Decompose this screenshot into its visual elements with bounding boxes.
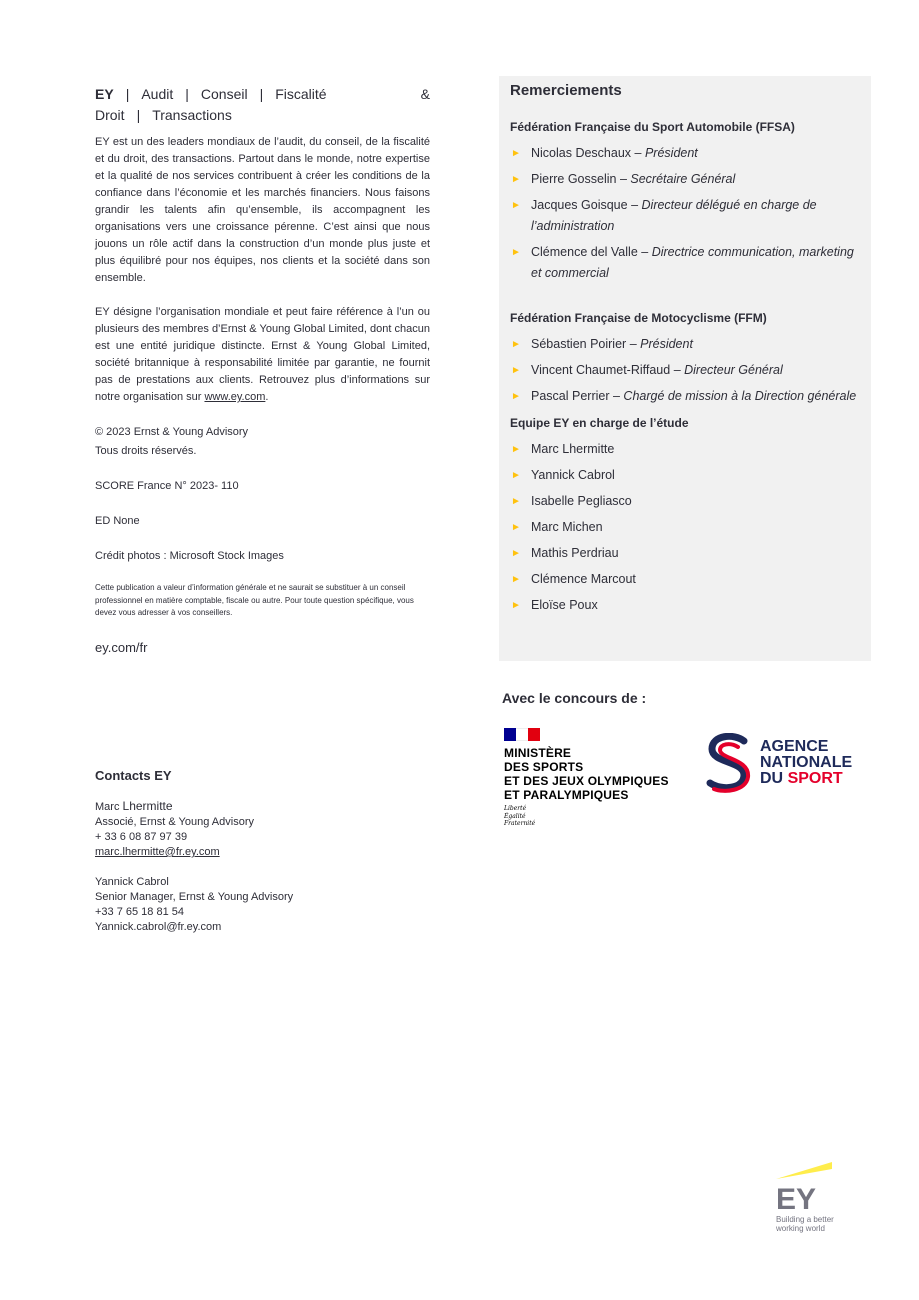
header-ey: EY [95, 86, 114, 102]
contacts-title: Contacts EY [95, 768, 172, 783]
bullet-arrow-icon: ► [511, 444, 521, 455]
bullet-arrow-icon: ► [511, 470, 521, 481]
ey-site[interactable]: ey.com/fr [95, 639, 148, 655]
bullet-arrow-icon: ► [511, 496, 521, 507]
contact-role: Associé, Ernst & Young Advisory [95, 816, 254, 828]
list-item: ► Sébastien Poirier – Président [510, 334, 860, 355]
ministere-logo [504, 728, 684, 828]
list-item: ► Clémence del Valle – Directrice communication, marketing et commercial [510, 242, 860, 284]
header-audit: Audit [141, 86, 174, 102]
bullet-arrow-icon: ► [511, 365, 521, 376]
ans-name: AGENCE NATIONALE DU SPORT [760, 738, 853, 787]
acknowledgements-title: Remerciements [510, 82, 622, 99]
about-ey-column [95, 84, 430, 655]
ey-website-link[interactable]: www.ey.com [204, 391, 266, 403]
list-item: ► Jacques Goisque – Directeur délégué en charge de l’administration [510, 195, 860, 237]
contact-card [95, 875, 415, 935]
organisation-paragraph: EY désigne l’organisation mondiale et peut faire référence à l’un ou plusieurs des membres d’Ernst & Young Global Limited, dont chacun est une entité juridique distincte. Ernst & Young Global Limited, société britannique à responsabilité limitée par garantie, ne fournit pas de prestations aux clients. Retrouvez plus d’informations sur notre organisation sur www.ey.com. [95, 306, 430, 403]
contact-card [95, 799, 415, 860]
list-item: ► Pascal Perrier – Chargé de mission à la Direction générale [510, 386, 860, 407]
bullet-arrow-icon: ► [511, 391, 521, 402]
ey-team-list [510, 439, 860, 616]
bullet-arrow-icon: ► [511, 339, 521, 350]
list-item: ► Pierre Gosselin – Secrétaire Général [510, 169, 860, 190]
list-item: ► Eloïse Poux [510, 595, 860, 616]
about-paragraph: EY est un des leaders mondiaux de l’audit, du conseil, de la fiscalité et du droit, des transactions. Partout dans le monde, notre expertise et la qualité de nos services contribuent à créer les conditions de la confiance dans l’économie et les marchés financiers. Nous faisons grandir les talents afin qu’ensemble, ils accompagnent les organisations vers une croissance pérenne. C’est ainsi que nous jouons un rôle actif dans la construction d’un monde plus juste et plus équilibré pour nos équipes, nos clients et la société dans son ensemble. [95, 136, 430, 284]
ffm-title: Fédération Française de Motocyclisme (FFM) [510, 311, 767, 325]
contact-first-name: Marc [95, 801, 120, 813]
ey-tagline: Building a better working world [776, 1215, 834, 1233]
bullet-arrow-icon: ► [511, 574, 521, 585]
ans-s-mark-icon [704, 733, 752, 793]
list-item: ► Yannick Cabrol [510, 465, 860, 486]
contact-last-name: Lhermitte [122, 799, 173, 813]
contact-email: Yannick.cabrol@fr.ey.com [95, 921, 222, 933]
bullet-arrow-icon: ► [511, 174, 521, 185]
list-item: ► Mathis Perdriau [510, 543, 860, 564]
ffm-list [510, 334, 860, 407]
bullet-arrow-icon: ► [511, 548, 521, 559]
contact-email-link[interactable]: marc.lhermitte@fr.ey.com [95, 846, 220, 858]
ffsa-title: Fédération Française du Sport Automobile (FFSA) [510, 120, 795, 134]
list-item: ► Marc Michen [510, 517, 860, 538]
disclaimer: Cette publication a valeur d’information générale et ne saurait se substituer à un conseil professionnel en matière comptable, fiscale ou autre. Pour toute question spécifique, vous devez vous adresser à vos conseillers. [95, 583, 414, 617]
photo-credit: Crédit photos : Microsoft Stock Images [95, 550, 284, 562]
score-number: SCORE France N° 2023- 110 [95, 480, 239, 492]
header-conseil: Conseil [200, 86, 248, 102]
contact-name: Yannick Cabrol [95, 876, 169, 888]
ed-number: ED None [95, 515, 140, 527]
ministere-name: MINISTÈRE DES SPORTS ET DES JEUX OLYMPIQUES ET PARALYMPIQUES [504, 746, 669, 802]
contact-phone: +33 7 65 18 81 54 [95, 906, 184, 918]
acknowledgements-panel [499, 76, 871, 661]
copyright: © 2023 Ernst & Young Advisory [95, 426, 249, 438]
ey-logo-mark: EY [776, 1183, 817, 1216]
contact-role: Senior Manager, Ernst & Young Advisory [95, 891, 294, 903]
republic-motto: Liberté Égalité Fraternité [504, 805, 536, 827]
services-header: EY | Audit | Conseil | Fiscalité & Droit | Transactions [95, 86, 430, 123]
bullet-arrow-icon: ► [511, 522, 521, 533]
list-item: ► Marc Lhermitte [510, 439, 860, 460]
organisation-text: EY désigne l’organisation mondiale et peut faire référence à l’un ou plusieurs des membres d’Ernst & Young Global Limited, dont chacun est une entité juridique distincte. Ernst & Young Global Limited, société britannique à responsabilité limitée par garantie, ne fournit pas de prestations aux clients. Retrouvez plus d’informations sur notre organisation sur [95, 306, 430, 403]
list-item: ► Vincent Chaumet-Riffaud – Directeur Général [510, 360, 860, 381]
header-fiscalite: Fiscalité & Droit [95, 86, 430, 123]
ey-logo [776, 1160, 856, 1233]
ans-logo [704, 733, 852, 793]
contacts-section [95, 768, 415, 950]
partners-title: Avec le concours de : [502, 690, 647, 706]
ey-beam-icon [776, 1160, 832, 1180]
ffsa-list [510, 143, 860, 284]
list-item: ► Nicolas Deschaux – Président [510, 143, 860, 164]
bullet-arrow-icon: ► [511, 247, 521, 258]
french-flag-icon [504, 728, 540, 741]
contact-phone: + 33 6 08 87 97 39 [95, 831, 188, 843]
list-item: ► Clémence Marcout [510, 569, 860, 590]
contact-name [95, 799, 415, 815]
list-item: ► Isabelle Pegliasco [510, 491, 860, 512]
bullet-arrow-icon: ► [511, 148, 521, 159]
ey-team-title: Equipe EY en charge de l’étude [510, 416, 689, 430]
bullet-arrow-icon: ► [511, 200, 521, 211]
bullet-arrow-icon: ► [511, 600, 521, 611]
rights-reserved: Tous droits réservés. [95, 445, 197, 457]
header-transactions: Transactions [152, 107, 232, 123]
